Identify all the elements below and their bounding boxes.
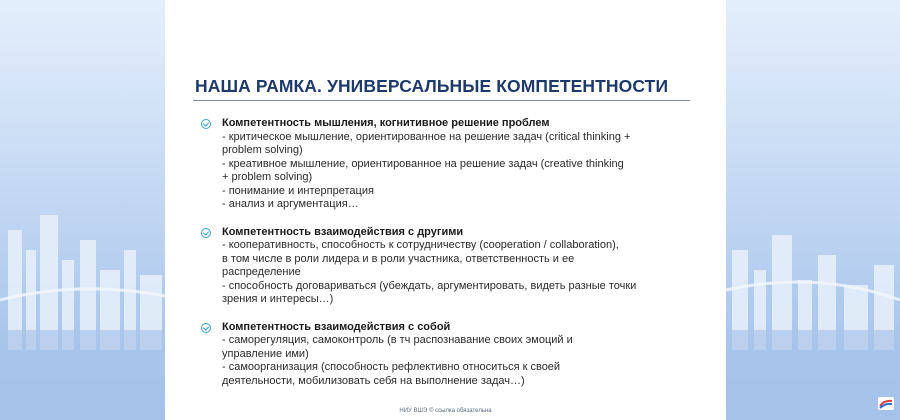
check-circle-icon [201,119,211,129]
background-left-panel [0,0,165,420]
competency-list [201,117,681,402]
competency-line: - саморегуляция, самоконтроль (в тч распознавание своих эмоций и [222,334,573,346]
competency-line: деятельности, мобилизовать себя на выполнение задач…) [222,374,525,387]
competency-line: в том числе в роли лидера и в роли участника, ответственность и ее [222,252,575,265]
competency-block-others [201,226,681,307]
competency-block-thinking [201,117,681,212]
competency-line: - креативное мышление, ориентированное на решение задач (creative thinking [222,157,624,170]
presentation-slide [165,0,726,420]
competency-line: - критическое мышление, ориентированное на решение задач (critical thinking + [222,130,631,143]
competency-block-self [201,321,681,389]
competency-heading: Компетентность взаимодействия с другими [222,225,464,238]
city-skyline-right [726,0,900,420]
competency-heading: Компетентность взаимодействия с собой [222,320,451,333]
competency-line: - понимание и интерпретация [222,184,374,197]
title-underline [193,100,690,101]
competency-line: - способность договариваться (убеждать, аргументировать, видеть разные точки [222,279,637,292]
check-circle-icon [201,323,211,333]
competency-heading: Компетентность мышления, когнитивное решение проблем [222,117,550,129]
city-skyline-left [0,0,165,420]
competency-line: распределение [222,266,301,278]
competency-line: - самоорганизация (способность рефлективно относиться к своей [222,361,561,373]
slide-footer: НИУ ВШЭ © ссылка обязательна [399,408,492,414]
competency-line: - анализ и аргументация… [222,198,359,210]
competency-line: problem solving) [222,144,303,156]
app-logo-icon[interactable] [878,397,894,410]
check-circle-icon [201,228,211,238]
competency-line: + problem solving) [222,171,313,183]
background-right-panel [726,0,900,420]
competency-line: зрения и интересы…) [222,293,334,305]
slide-title: НАША РАМКА. УНИВЕРСАЛЬНЫЕ КОМПЕТЕНТНОСТИ [195,76,669,96]
competency-line: управление ими) [222,347,309,360]
competency-line: - кооперативность, способность к сотрудничеству (cooperation / collaboration), [222,239,619,251]
